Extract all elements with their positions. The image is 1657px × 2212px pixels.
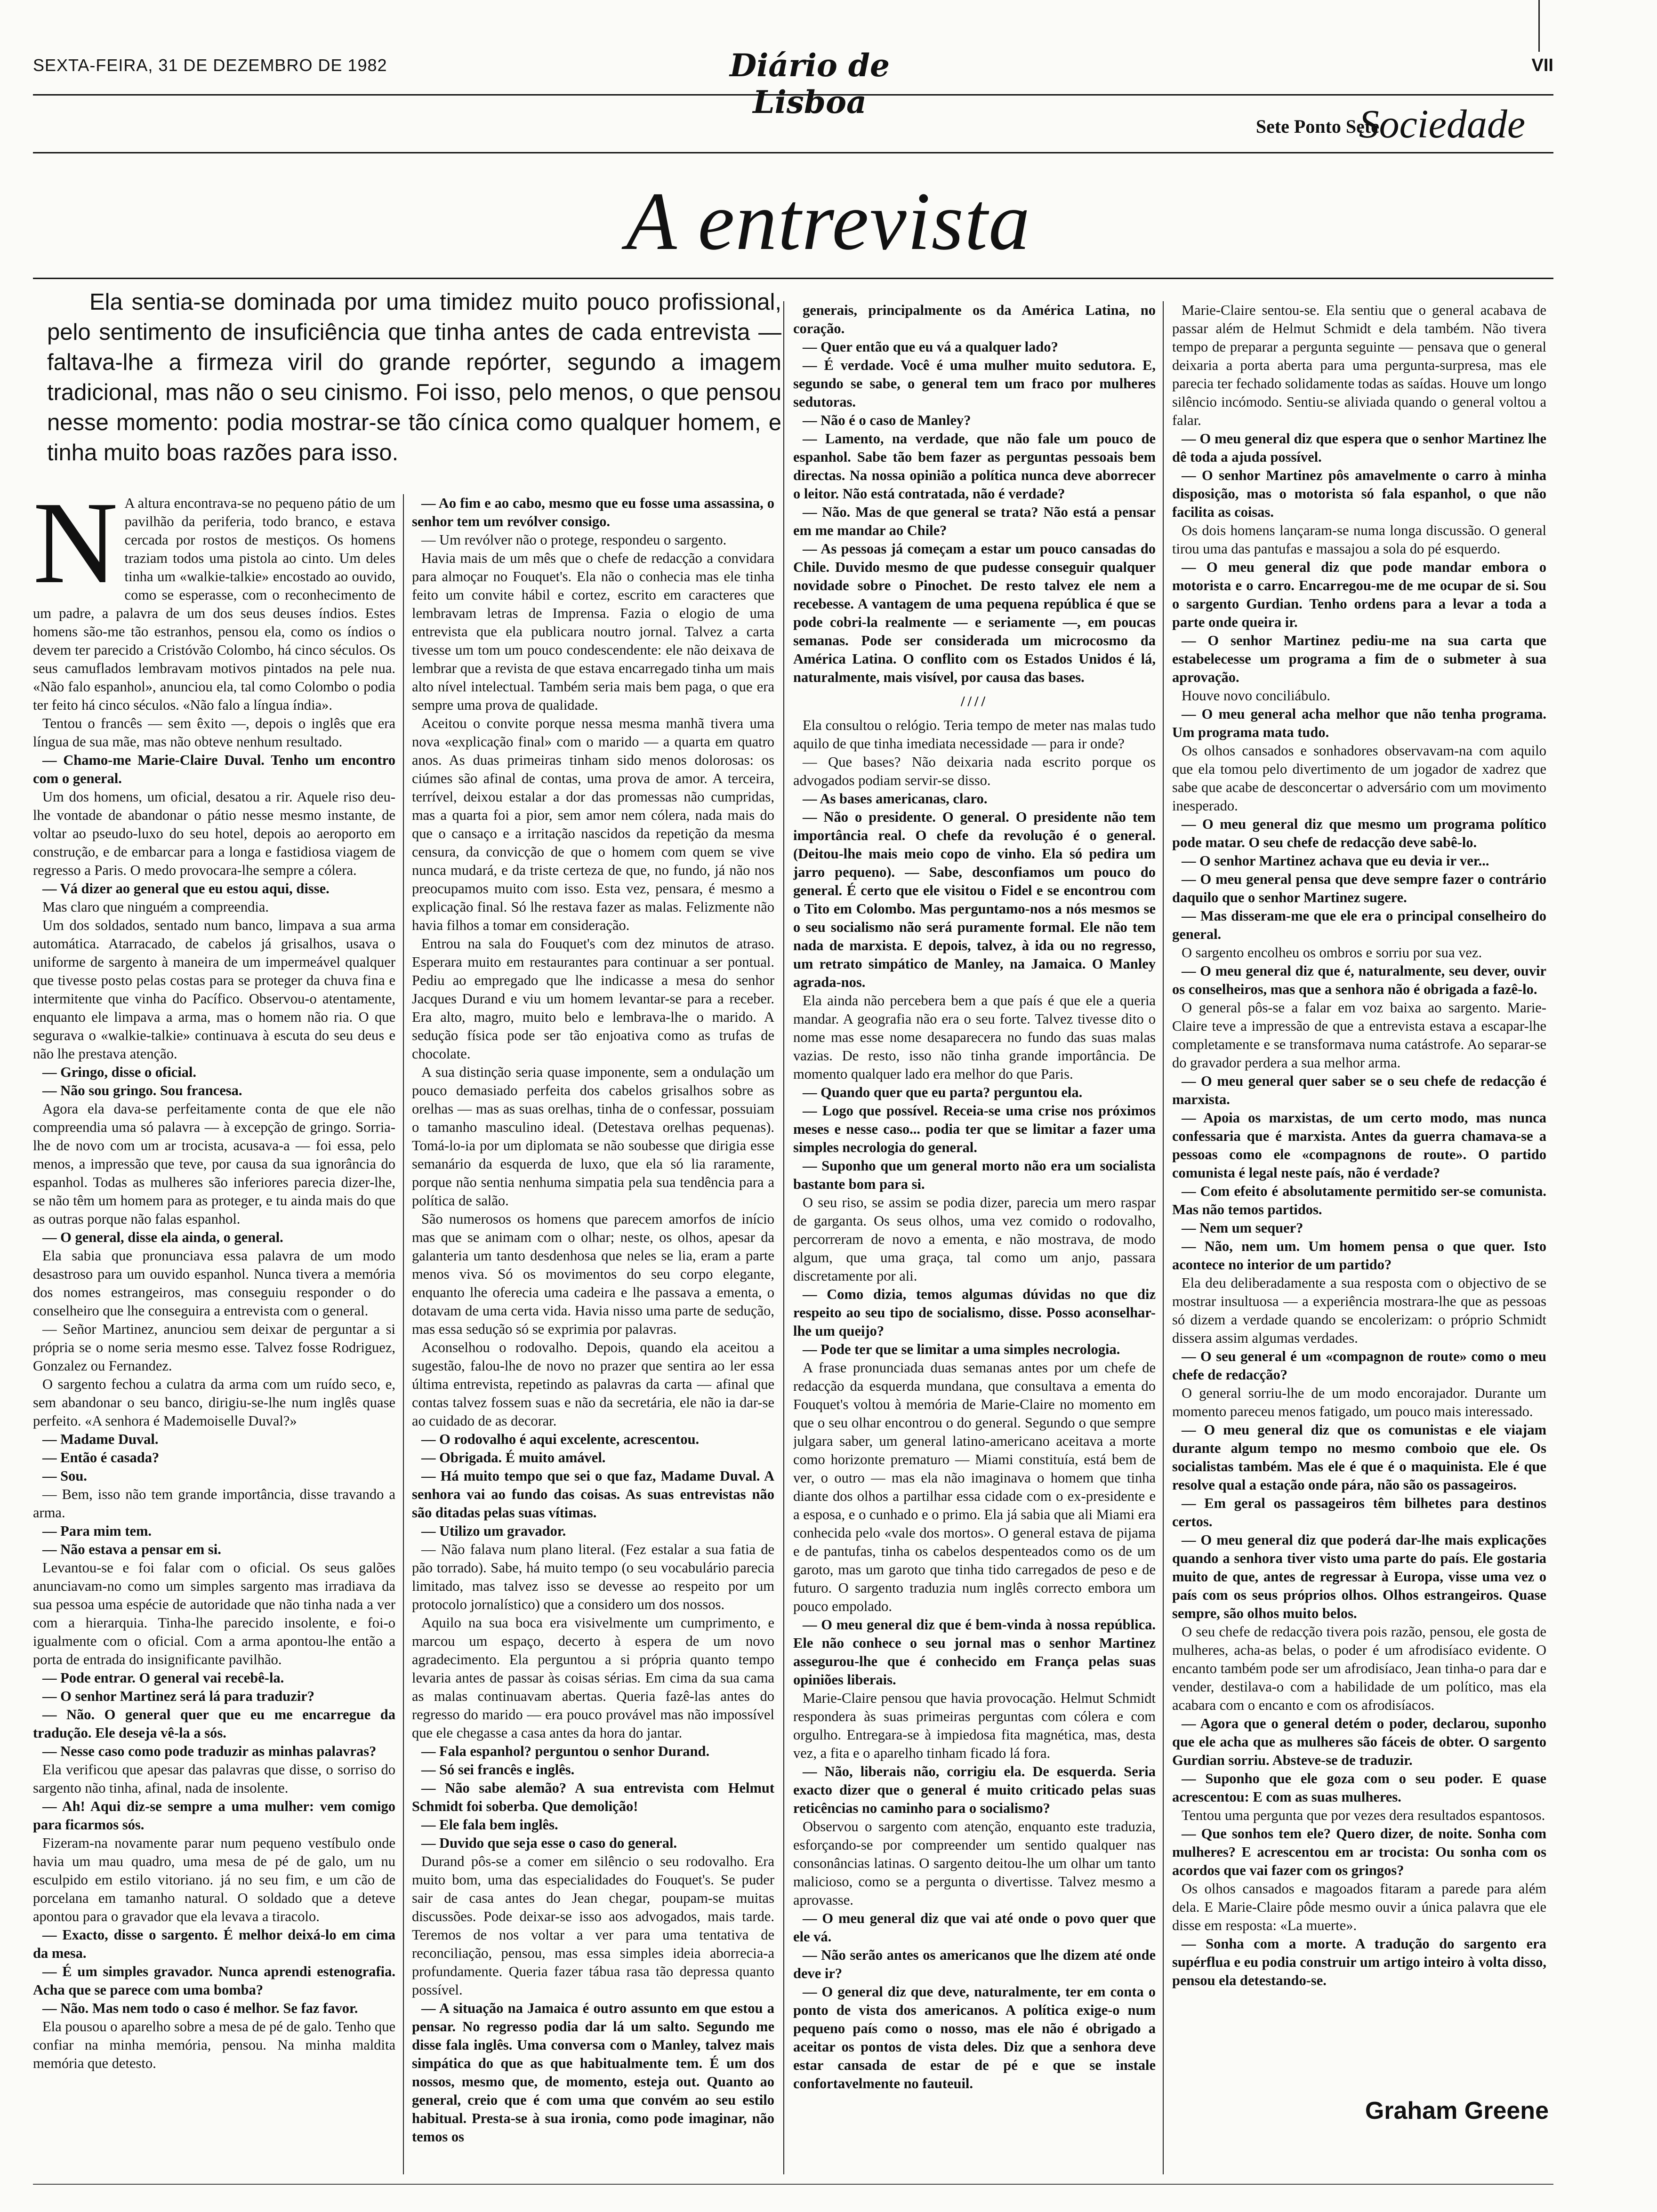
article-paragraph: Aconselhou o rodovalho. Depois, quando ela aceitou a sugestão, falou-lhe de novo no prazer que sentira ao ler essa última entrevista, repetindo as palavras da carta — afinal que contas talvez fossem suas e não da secretária, ele não ia dar-se ao cuidado de as decorar. [412, 1339, 774, 1429]
column-2 [412, 494, 774, 2174]
article-paragraph: — Ele fala bem inglês. [421, 1817, 558, 1833]
article-paragraph: — Lamento, na verdade, que não fale um pouco de espanhol. Sabe tão bem fazer as perguntas pessoais bem directas. Na nossa opinião a política nunca deve aborrecer o leitor. Não está contratada, não é verdade? [793, 431, 1156, 502]
article-paragraph: — Sou. [42, 1468, 87, 1484]
article-paragraph: Fizeram-na novamente parar num pequeno vestíbulo onde havia um mau quadro, uma mesa de pé de galo, um nu esculpido em estilo vitoriano. já no seu fim, e um cão de porcelana em tamanho natural. O soldado que a deteve apontou para o gravador que ela levava a tiracolo. [33, 1835, 395, 1924]
article-paragraph: Agora ela dava-se perfeitamente conta de que ele não compreendia uma só palavra — à excepção de gringo. Sorria-lhe de novo com um ar trocista, acusava-a — foi essa, pelo menos, a impressão que teve, por causa da sua ignorância do espanhol. Todas as mulheres são inferiores parecia dizer-lhe, se não têm um homem para as proteger, e tu ainda mais do que as outras porque não falas espanhol. [33, 1101, 395, 1227]
article-paragraph: — Ao fim e ao cabo, mesmo que eu fosse uma assassina, o senhor tem um revólver consigo. [412, 495, 774, 529]
article-paragraph: — Que sonhos tem ele? Quero dizer, de noite. Sonha com mulheres? E acrescentou em ar trocista: Ou sonha com os acordos que vai fazer com os gringos? [1172, 1826, 1546, 1878]
article-paragraph: Um dos soldados, sentado num banco, limpava a sua arma automática. Atarracado, de cabelos já grisalhos, usava o uniforme de sargento à maneira de um impermeável qualquer que tivesse posto pelas costas para se proteger da chuva fina e intermitente que vinha do Pacífico. Observou-o atentamente, enquanto ele limpava a arma, mas o homem não ria. O que segurava o «walkie-talkie» continuava à escuta do seu deus e não lhe prestava atenção. [33, 917, 395, 1062]
article-paragraph: — Pode ter que se limitar a uma simples necrologia. [803, 1341, 1120, 1357]
article-paragraph: — O meu general diz que é, naturalmente, seu dever, ouvir os conselheiros, mas que a senhora não é obrigada a fazê-lo. [1172, 963, 1546, 997]
article-paragraph: A frase pronunciada duas semanas antes por um chefe de redacção da esquerda mundana, que consultava a ementa do Fouquet's voltou à memória de Marie-Claire no momento em que o seu olhar encontrou o do general. Segundo o que sempre julgara saber, um general latino-americano aceitava a morte como horizonte prematuro — Miami constituía, está bem de ver, o outro — mas ela não imaginava o homem que tinha diante dos olhos a partilhar essa cidade com o ex-presidente e a esposa, e o cunhado e o primo. Ela já sabia que ali Miami era conhecida pelo «vale dos mortos». O general estava de pijama e de pantufas, tinha os cabelos despenteados como os de um garoto, mas um garoto que tinha tido carregados de peso e de futuro. O sargento traduzia num inglês correcto embora um pouco empolado. [793, 1360, 1156, 1614]
article-paragraph: — Não. Mas de que general se trata? Não está a pensar em me mandar ao Chile? [793, 504, 1156, 538]
article-paragraph: — O meu general diz que espera que o senhor Martinez lhe dê toda a ajuda possível. [1172, 431, 1546, 465]
article-paragraph: O sargento encolheu os ombros e sorriu por sua vez. [1182, 945, 1482, 961]
article-paragraph: — O meu general diz que mesmo um programa político pode matar. O seu chefe de redacção deve sabê-lo. [1172, 816, 1546, 850]
article-paragraph: — Não estava a pensar em si. [42, 1541, 221, 1557]
article-paragraph: — Apoia os marxistas, de um certo modo, mas nunca confessaria que é marxista. Antes da guerra chamava-se a pessoas como ele «compagnons de route». O partido comunista é legal neste país, não é verdade? [1172, 1110, 1546, 1181]
article-paragraph: Mas claro que ninguém a compreendia. [42, 899, 269, 915]
article-paragraph: — Não o presidente. O general. O presidente não tem importância real. O chefe da revolução é o general. (Deitou-lhe mais meio copo de vinho. Ela só pedira um jarro pequeno). — Sabe, desconfiamos um pouco do general. É certo que ele visitou o Fidel e se encontrou com o Tito em Colombo. Mas perguntamo-nos a nós mesmos se o seu socialismo não será puramente formal. Ele não tem nada de marxista. E depois, talvez, à ida ou no regresso, um retrato simpático de Manley, na Jamaica. O Manley agrada-nos. [793, 809, 1156, 990]
article-paragraph: — Duvido que seja esse o caso do general. [421, 1835, 677, 1851]
article-paragraph: Havia mais de um mês que o chefe de redacção a convidara para almoçar no Fouquet's. Ela não o conhecia mas ele tinha feito um convite hábil e cortez, escrito em caracteres que lembravam letras de Imprensa. Fazia o elogio de uma entrevista que ela publicara noutro jornal. Talvez a carta tivesse um tom um pouco condescendente: ele não deixava de lembrar que a revista de que estava encarregado tinha um mais alto nível intelectual. Também seria mais bem paga, o que era sempre uma prova de qualidade. [412, 550, 774, 713]
column-4 [1172, 301, 1546, 2090]
page-number: VII [1531, 56, 1553, 75]
article-paragraph: — O meu general diz que poderá dar-lhe mais explicações quando a senhora tiver visto uma parte do país. Ele gostaria muito de que, antes de regressar à Europa, visse uma vez o país com os seus próprios olhos. Olhos estrangeiros. Quase sempre, são olhos muito belos. [1172, 1532, 1546, 1621]
article-paragraph: Os olhos cansados e magoados fitaram a parede para além dela. E Marie-Claire pôde mesmo ouvir a única palavra que ele disse em resposta: «La muerte». [1172, 1881, 1546, 1933]
article-paragraph: — O seu general é um «compagnon de route» como o meu chefe de redacção? [1172, 1348, 1546, 1383]
article-paragraph: O general pôs-se a falar em voz baixa ao sargento. Marie-Claire teve a impressão de que a entrevista estava a escapar-lhe completamente e se transformava numa catástrofe. Ao separar-se do gravador perdera a sua melhor arma. [1172, 1000, 1546, 1071]
article-paragraph: — É verdade. Você é uma mulher muito sedutora. E, segundo se sabe, o general tem um fraco por mulheres sedutoras. [793, 357, 1156, 410]
article-paragraph: — O meu general quer saber se o seu chefe de redacção é marxista. [1172, 1073, 1546, 1107]
issue-date: SEXTA-FEIRA, 31 DE DEZEMBRO DE 1982 [33, 56, 387, 75]
article-paragraph: — Suponho que ele goza com o seu poder. E quase acrescentou: E com as suas mulheres. [1172, 1771, 1546, 1805]
article-paragraph: — O senhor Martinez achava que eu devia ir ver... [1182, 853, 1489, 869]
article-paragraph: — O rodovalho é aqui excelente, acrescentou. [421, 1431, 700, 1447]
article-paragraph: Marie-Claire sentou-se. Ela sentiu que o general acabava de passar além de Helmut Schmidt e dela também. Não tivera tempo de preparar a pergunta seguinte — pensava que o general deixaria a porta aberta para uma pergunta-surpresa, mas ele parecia ter fechado solidamente todas as saídas. Houve um longo silêncio incómodo. Sentiu-se aliviada quando o general voltou a falar. [1172, 302, 1546, 428]
article-paragraph: — Um revólver não o protege, respondeu o sargento. [421, 532, 727, 548]
article-paragraph: — O general, disse ela ainda, o general. [42, 1229, 283, 1245]
section-subtitle: Sete Ponto Sete [1255, 116, 1379, 137]
article-paragraph: Os olhos cansados e sonhadores observavam-na com aquilo que ela tomou pelo divertimento de um jogador de xadrez que sabe que acabe de desconcertar o adversário com um movimento inesperado. [1172, 743, 1546, 814]
article-paragraph: — Não. Mas nem todo o caso é melhor. Se faz favor. [42, 2000, 358, 2016]
column-divider [403, 494, 404, 2174]
article-paragraph: — Sonha com a morte. A tradução do sargento era supérflua e eu podia construir um artigo inteiro à volta disso, pensou ela detestando-se. [1172, 1936, 1546, 1988]
column-1 [33, 494, 395, 2174]
article-paragraph: O sargento fechou a culatra da arma com um ruído seco, e, sem abandonar o seu banco, dirigiu-se-lhe num inglês quase perfeito. «A senhora é Mademoiselle Duval?» [33, 1376, 395, 1429]
article-paragraph: — O senhor Martinez pôs amavelmente o carro à minha disposição, mas o motorista só fala espanhol, o que não facilita as coisas. [1172, 467, 1546, 520]
column-2-text [412, 494, 774, 2146]
article-paragraph: — Não serão antes os americanos que lhe dizem até onde deve ir? [793, 1947, 1156, 1981]
article-paragraph: generais, principalmente os da América Latina, no coração. [793, 302, 1156, 337]
article-paragraph: Ela verificou que apesar das palavras que disse, o sorriso do sargento não tinha, afinal, nada de insolente. [33, 1762, 395, 1796]
article-paragraph: Durand pôs-se a comer em silêncio o seu rodovalho. Era muito bom, uma das especialidades do Fouquet's. Se puder sair de casa antes do Jean chegar, poupam-se muitas discussões. Pode deixar-se isso aos advogados, mais tarde. Teremos de nos voltar a ver para uma tentativa de reconciliação, pensou, mas essa simples ideia aborrecia-a profundamente. Queria fazer tábua rasa tão depressa quanto possível. [412, 1853, 774, 1998]
article-paragraph: — Quando quer que eu parta? perguntou ela. [803, 1084, 1083, 1100]
article-paragraph: O seu riso, se assim se podia dizer, parecia um mero raspar de garganta. Os seus olhos, uma vez comido o rodovalho, percorreram de novo a ementa, e não mostrava, de modo algum, que uma graça, tal como um anjo, passara discretamente por ali. [793, 1194, 1156, 1284]
article-paragraph: Ela sabia que pronunciava essa palavra de um modo desastroso para um ouvido espanhol. Nunca tivera a memória dos nomes estrangeiros, mas conseguiu responder o do conselheiro que lhe conseguira a entrevista com o general. [33, 1248, 395, 1319]
author-signature: Graham Greene [1365, 2097, 1549, 2124]
section-title: Sociedade [1359, 101, 1525, 146]
article-paragraph: — Há muito tempo que sei o que faz, Madame Duval. A senhora vai ao fundo das coisas. As suas entrevistas não são ditadas pelas suas vítimas. [412, 1468, 774, 1521]
article-paragraph: — As bases americanas, claro. [803, 791, 988, 807]
drop-cap: N [33, 494, 118, 608]
article-paragraph: — Nem um sequer? [1182, 1220, 1303, 1236]
column-4-text [1172, 301, 1546, 1990]
article-paragraph: Observou o sargento com atenção, enquanto este traduzia, esforçando-se por compreender um sentido qualquer nas consonâncias latinas. O sargento deitou-lhe um olhar um tanto malicioso, como se a pergunta o divertisse. Talvez mesmo a aprovasse. [793, 1819, 1156, 1908]
bottom-rule [33, 2184, 1553, 2185]
article-paragraph: — Não sou gringo. Sou francesa. [42, 1082, 242, 1098]
article-paragraph: Um dos homens, um oficial, desatou a rir. Aquele riso deu-lhe vontade de abandonar o pátio nesse mesmo instante, de voltar ao pseudo-luxo do seu hotel, depois ao aeroporto em construção, e de embarcar para a longa e fastidiosa viagem de regresso a Paris. O medo provocara-lhe sempre a cólera. [33, 789, 395, 878]
article-paragraph: Tentou o francês — sem êxito —, depois o inglês que era língua de sua mãe, mas não obteve nenhum resultado. [33, 715, 395, 750]
article-paragraph: — Não, liberais não, corrigiu ela. De esquerda. Seria exacto dizer que o general é muito criticado pelas suas reticências no caminho para o socialismo? [793, 1763, 1156, 1816]
article-paragraph: O general sorriu-lhe de um modo encorajador. Durante um momento pareceu menos fatigado, um pouco mais interessado. [1172, 1385, 1546, 1419]
article-paragraph: — Não falava num plano literal. (Fez estalar a sua fatia de pão torrado). Sabe, há muito tempo (o seu vocabulário parecia limitado, mas talvez isso se devesse ao respeito por um protocolo jornalístico) que a considero um dos nossos. [412, 1541, 774, 1612]
article-paragraph: Aceitou o convite porque nessa mesma manhã tivera uma nova «explicação final» com o marido — a quarta em quatro anos. As duas primeiras tinham sido menos dolorosas: os ciúmes são afinal de contas, uma prova de amor. A terceira, terrível, deixou estalar a dor das promessas não cumpridas, mas a quarta foi a pior, sem amor nem cólera, nada mais do que o cansaço e a irritação nascidos da repetição da mesma censura, da convicção de que o homem com quem se vive nunca mudará, e da triste certeza de que, no fundo, já não nos preocupamos muito com isso. Esta vez, pensara, é mesmo a explicação final. Só lhe restava fazer as malas. Felizmente não havia filhos a tomar em consideração. [412, 715, 774, 933]
article-paragraph: Marie-Claire pensou que havia provocação. Helmut Schmidt respondera às suas primeiras perguntas com cólera e com orgulho. Entregara-se à impiedosa fita magnética, mas, desta vez, a fita e o aparelho tinham ficado lá fora. [793, 1690, 1156, 1761]
article-paragraph: — Pode entrar. O general vai recebê-la. [42, 1670, 284, 1686]
article-paragraph: — Obrigada. É muito amável. [421, 1450, 606, 1466]
article-paragraph: — O meu general diz que pode mandar embora o motorista e o carro. Encarregou-me de me ocupar de si. Sou o sargento Gurdian. Tenho ordens para a levar a toda a parte onde queira ir. [1172, 559, 1546, 630]
article-paragraph: — Fala espanhol? perguntou o senhor Durand. [421, 1743, 710, 1759]
article-paragraph: — Utilizo um gravador. [421, 1523, 566, 1539]
article-paragraph: — O meu general pensa que deve sempre fazer o contrário daquilo que o senhor Martinez sugere. [1172, 871, 1546, 906]
article-paragraph: — Não. O general quer que eu me encarregue da tradução. Ele deseja vê-la a sós. [33, 1707, 395, 1741]
article-paragraph: — Ah! Aqui diz-se sempre a uma mulher: vem comigo para ficarmos sós. [33, 1798, 395, 1833]
article-paragraph: — O meu general acha melhor que não tenha programa. Um programa mata tudo. [1172, 706, 1546, 740]
column-divider [1163, 301, 1164, 2174]
article-title: A entrevista [626, 176, 1031, 267]
article-paragraph: — Mas disseram-me que ele era o principal conselheiro do general. [1172, 908, 1546, 942]
article-paragraph: Entrou na sala do Fouquet's com dez minutos de atraso. Esperara muito em restaurantes para continuar a ser pontual. Pediu ao empregado que lhe indicasse a mesa do senhor Jacques Durand e viu um homem levantar-se para a receber. Era alto, magro, muito belo e lembrava-lhe o marido. A sedução física pode ser tão enjoativa como as trufas de chocolate. [412, 936, 774, 1062]
article-paragraph: — O senhor Martinez pediu-me na sua carta que estabelecesse um programa a fim de o submeter à sua aprovação. [1172, 633, 1546, 685]
article-paragraph: — O meu general diz que é bem-vinda à nossa república. Ele não conhece o seu jornal mas o senhor Martinez assegurou-lhe que é conhecido em França pelas suas opiniões liberais. [793, 1617, 1156, 1688]
article-paragraph: — Não é o caso de Manley? [803, 412, 971, 428]
column-1-text [33, 494, 395, 2073]
article-paragraph: //// [961, 693, 988, 709]
newspaper-name: Diário de Lisboa [729, 47, 890, 120]
article-paragraph: — Exacto, disse o sargento. É melhor deixá-lo em cima da mesa. [33, 1927, 395, 1961]
article-paragraph: — Gringo, disse o oficial. [42, 1064, 197, 1080]
column-divider [783, 301, 784, 2174]
article-paragraph: — O meu general diz que vai até onde o povo quer que ele vá. [793, 1910, 1156, 1945]
article-paragraph: — Nesse caso como pode traduzir as minhas palavras? [42, 1743, 377, 1759]
article-paragraph: — Então é casada? [42, 1450, 160, 1466]
article-paragraph: — Não, nem um. Um homem pensa o que quer. Isto acontece no interior de um partido? [1172, 1238, 1546, 1273]
article-paragraph: São numerosos os homens que parecem amorfos de início mas que se animam com o olhar; neste, os olhos, apesar da galanteria um tanto desdenhosa que neles se lia, eram a parte menos viva. Só os movimentos do seu corpo elegante, enquanto lhe oferecia uma cadeira e lhe passava a ementa, o dotavam de uma certa vida. Havia nisso uma parte de sedução, mas essa sedução só se exprimia por palavras. [412, 1211, 774, 1337]
top-vertical-rule [1538, 0, 1540, 52]
article-paragraph: Aquilo na sua boca era visivelmente um cumprimento, e marcou um espaço, decerto à espera de um novo agradecimento. Ela perguntou a si própria quanto tempo levaria antes de passar às coisas sérias. Em cima da sua cama as malas continuavam abertas. Queria fazê-las antes do regresso do marido — era pouco provável mas não impossível que ele chegasse a casa antes da hora do jantar. [412, 1615, 774, 1741]
column-3 [793, 301, 1156, 2174]
article-paragraph: — As pessoas já começam a estar um pouco cansadas do Chile. Duvido mesmo de que pudesse conseguir qualquer novidade sobre o Pinochet. De resto talvez ele nem a recebesse. A vantagem de uma pequena república é que se pode cobri-la realmente — e seriamente —, em poucas semanas. Pode ser considerada um microcosmo da América Latina. O conflito com os Estados Unidos é lá, naturalmente, mais visível, por causa das bases. [793, 541, 1156, 685]
article-paragraph: — Com efeito é absolutamente permitido ser-se comunista. Mas não temos partidos. [1172, 1183, 1546, 1218]
article-paragraph: — O meu general diz que os comunistas e ele viajam durante algum tempo no mesmo comboio que ele. Os socialistas também. Mas ele é que é o maquinista. Ele é que resolve qual a estação onde pára, não são os passageiros. [1172, 1422, 1546, 1493]
article-paragraph: — O senhor Martinez será lá para traduzir? [42, 1688, 314, 1704]
article-paragraph: Ela ainda não percebera bem a que país é que ele a queria mandar. A geografia não era o seu forte. Talvez tivesse dito o nome mas esse nome desaparecera no fundo das suas malas vazias. De resto, isso não tinha grande importância. De momento qualquer lado era melhor do que Paris. [793, 993, 1156, 1082]
article-paragraph: O seu chefe de redacção tivera pois razão, pensou, ele gosta de mulheres, acha-as belas, o poder é um afrodisíaco evidente. O encanto também pode ser um afrodisíaco, Jean tinha-o para dar e vender, destilava-o com a habilidade de um político, mas ela acabara com o encanto e com os afrodisíacos. [1172, 1624, 1546, 1713]
article-paragraph: Levantou-se e foi falar com o oficial. Os seus galões anunciavam-no como um simples sargento mas irradiava da sua pessoa uma espécie de autoridade que não tinha nada a ver com a hierarquia. Tinha-lhe parecido insolente, e foi-o igualmente com o oficial. Com a arma apontou-lhe então a porta de entrada do insignificante pavilhão. [33, 1560, 395, 1667]
article-paragraph: — Agora que o general detém o poder, declarou, suponho que ele acha que as mulheres são fáceis de obter. O sargento Gurdian sorriu. Absteve-se de traduzir. [1172, 1715, 1546, 1768]
article-paragraph: — Só sei francês e inglês. [421, 1762, 575, 1778]
article-paragraph: Os dois homens lançaram-se numa longa discussão. O general tirou uma das pantufas e massajou a sola do pé esquerdo. [1172, 522, 1546, 557]
article-paragraph: — Madame Duval. [42, 1431, 159, 1447]
article-paragraph: Tentou uma pergunta que por vezes dera resultados espantosos. [1182, 1807, 1545, 1823]
article-paragraph: — A situação na Jamaica é outro assunto em que estou a pensar. No regresso podia dar lá um salto. Segundo me disse fala inglês. Uma conversa com o Manley, talvez mais simpática do que as que habitualmente tem. É um dos nossos, mesmo que, de momento, esteja out. Quanto ao general, creio que é com uma que convém ao seu estilo habitual. Presta-se à sua ironia, como pode imaginar, não temos os [412, 2000, 774, 2145]
article-paragraph: — Señor Martinez, anunciou sem deixar de perguntar a si própria se o nome seria mesmo esse. Talvez fosse Rodriguez, Gonzalez ou Fernandez. [33, 1321, 395, 1374]
article-paragraph: Ela consultou o relógio. Teria tempo de meter nas malas tudo aquilo de que tinha imediata necessidade — para ir onde? [793, 717, 1156, 752]
article-paragraph: — Suponho que um general morto não era um socialista bastante bom para si. [793, 1158, 1156, 1192]
article-paragraph: Ela pousou o aparelho sobre a mesa de pé de galo. Tenho que confiar na minha memória, pensou. Na minha maldita memória que detesto. [33, 2019, 395, 2071]
article-paragraph: — É um simples gravador. Nunca aprendi estenografia. Acha que se parece com uma bomba? [33, 1964, 395, 1998]
section-bar [33, 94, 1553, 153]
article-paragraph: — Em geral os passageiros têm bilhetes para destinos certos. [1172, 1495, 1546, 1530]
title-rule [33, 278, 1553, 279]
article-intro: Ela sentia-se dominada por uma timidez muito pouco profissional, pelo sentimento de insuficiência que tinha antes de cada entrevista — faltava-lhe a firmeza viril do grande repórter, segundo a imagem tradicional, mas não o seu cinismo. Foi isso, pelo menos, o que pensou nesse momento: podia mostrar-se tão cínica como qualquer homem, e tinha muito boas razões para isso. [47, 289, 781, 465]
article-paragraph: — Como dizia, temos algumas dúvidas no que diz respeito ao seu tipo de socialismo, disse. Posso aconselhar-lhe um queijo? [793, 1286, 1156, 1339]
article-paragraph: Ela deu deliberadamente a sua resposta com o objectivo de se mostrar insultuosa — a experiência mostrara-lhe que as pessoas só dizem a verdade quando se encolerizam: o próprio Schmidt dissera assim algumas verdades. [1172, 1275, 1546, 1346]
article-paragraph: — Quer então que eu vá a qualquer lado? [803, 339, 1058, 355]
article-paragraph: A sua distinção seria quase imponente, sem a ondulação um pouco demasiado perfeita dos cabelos grisalhos sobre as orelhas — mas as suas orelhas, tinha de o confessar, possuiam o tamanho masculino ideal. (Detestava orelhas pequenas). Tomá-lo-ia por um diplomata se não soubesse que dirigia esse semanário da esquerda de luxo, que ela só lia raramente, porque não sentia nenhuma simpatia pela sua tendência para a política de salão. [412, 1064, 774, 1209]
article-paragraph: — O general diz que deve, naturalmente, ter em conta o ponto de vista dos americanos. A política exige-o num pequeno país como o nosso, mas ele não é obrigado a aceitar os pontos de vista deles. Diz que a senhora deve estar cansada de estar de pé e que se instale confortavelmente no fauteuil. [793, 1984, 1156, 2092]
article-paragraph: — Logo que possível. Receia-se uma crise nos próximos meses e nesse caso... podia ter que se limitar a fazer uma simples necrologia do general. [793, 1103, 1156, 1155]
article-paragraph: — Bem, isso não tem grande importância, disse travando a arma. [33, 1486, 395, 1521]
article-paragraph: A altura encontrava-se no pequeno pátio de um pavilhão da periferia, todo branco, e estava cercada por rostos de mestiços. Os homens traziam todos uma pistola ao cinto. Um deles tinha um «walkie-talkie» encostado ao ouvido, como se esperasse, com o reconhecimento de um padre, a palavra de um dos seus deuses índios. Estes homens são-me tão estranhos, pensou ela, como os índios o devem ter parecido a Cristóvão Colombo, há cinco séculos. Os seus camuflados lembravam motivos pintados na pele nua. «Não falo espanhol», anunciou ela, tal como Colombo o podia ter feito há cinco séculos. «Não falo a língua índia». [33, 495, 395, 713]
column-3-text [793, 301, 1156, 2093]
masthead [33, 47, 1553, 120]
article-paragraph: — Vá dizer ao general que eu estou aqui, disse. [42, 881, 330, 897]
article-paragraph: — Não sabe alemão? A sua entrevista com Helmut Schmidt foi soberba. Que demolição! [412, 1780, 774, 1814]
article-paragraph: — Para mim tem. [42, 1523, 152, 1539]
article-paragraph: — Que bases? Não deixaria nada escrito porque os advogados podiam servir-se disso. [793, 754, 1156, 788]
article-paragraph: — Chamo-me Marie-Claire Duval. Tenho um encontro com o general. [33, 752, 395, 786]
article-paragraph: Houve novo conciliábulo. [1182, 688, 1330, 704]
